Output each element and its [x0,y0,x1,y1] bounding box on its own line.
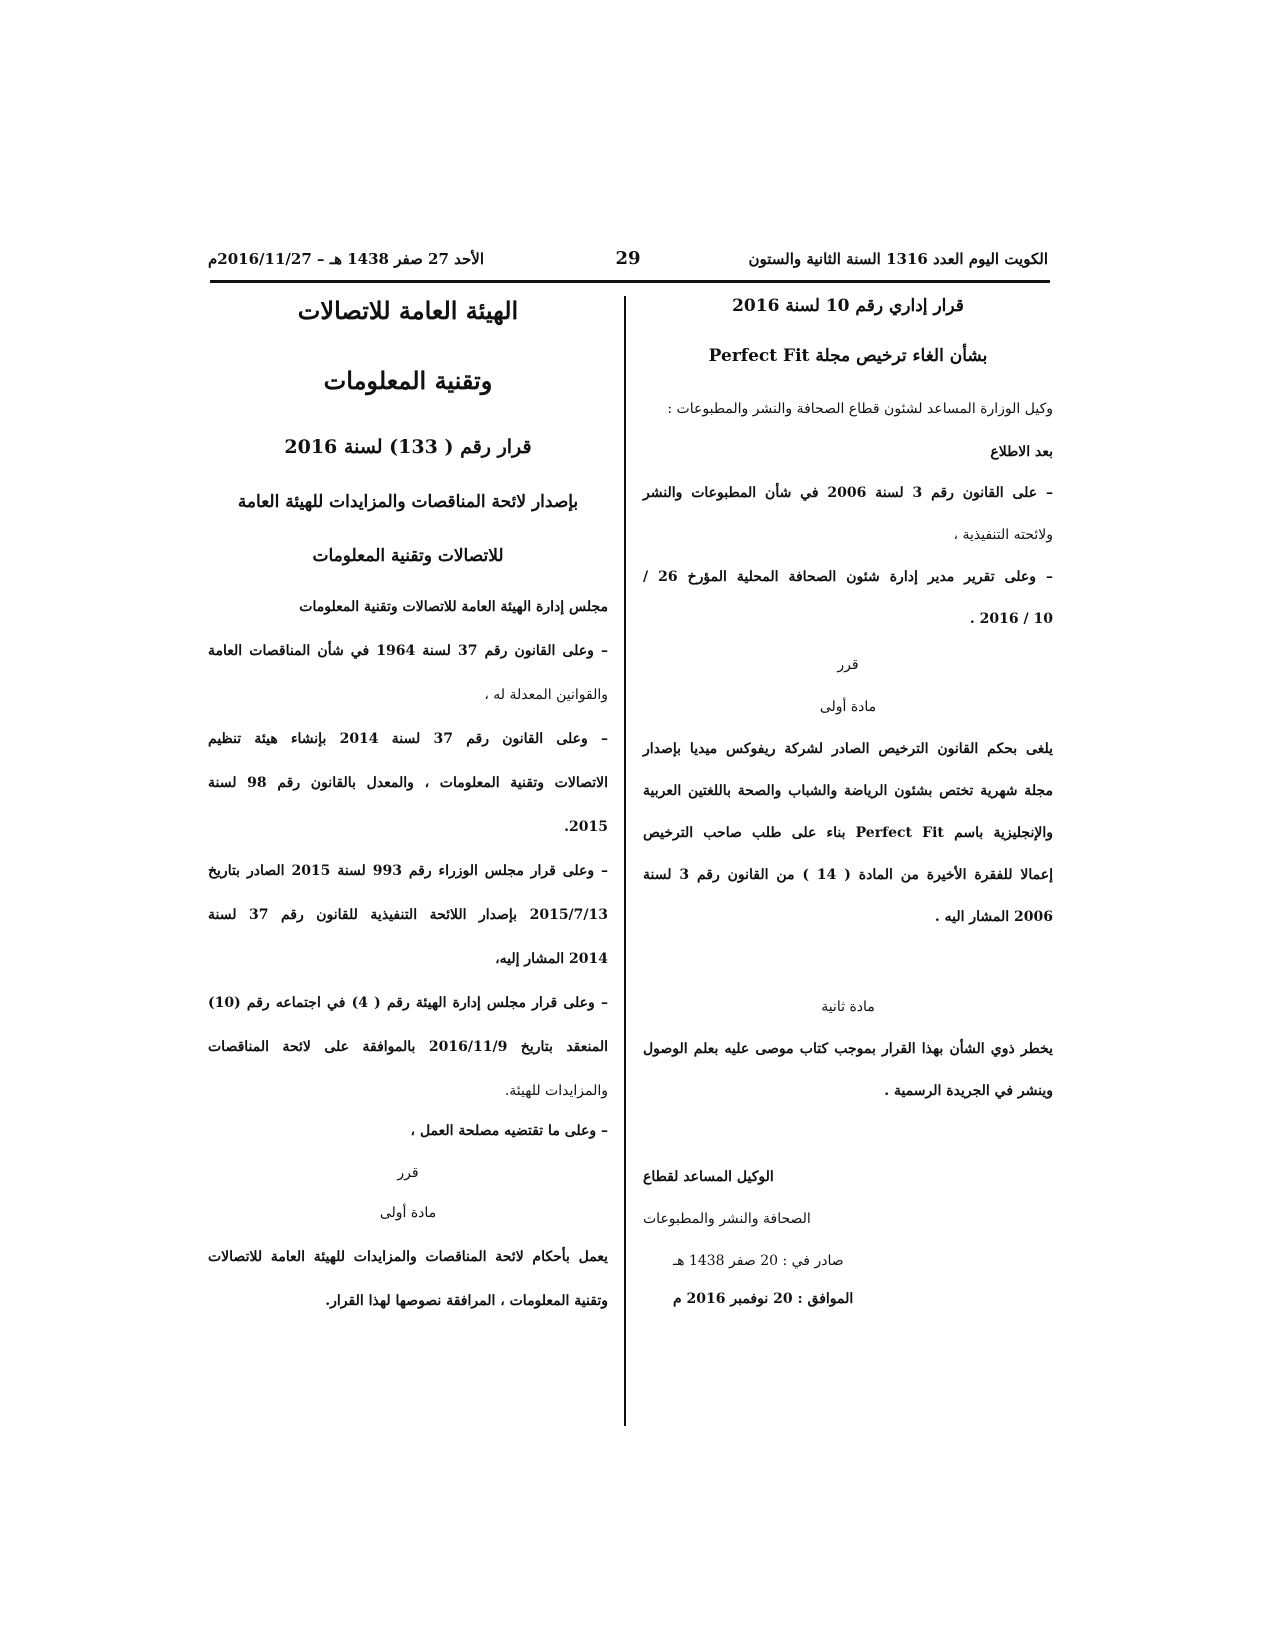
clause-1-line-2: ولائحته التنفيذية ، [953,527,1053,543]
clause-3-line-2: 2015/7/13 بإصدار اللائحة التنفيذية للقانون رقم 37 لسنة [208,907,609,923]
subject-line-2: للاتصالات وتقنية المعلومات [312,546,504,566]
decision-title: قرار إداري رقم 10 لسنة 2016 [732,296,964,316]
article-1-line-2: وتقنية المعلومات ، المرافقة نصوصها لهذا القرار. [325,1293,608,1309]
clause-4-line-2: المنعقد بتاريخ 2016/11/9 بالموافقة على لائحة المناقصات [208,1039,608,1055]
decision-subtitle: بشأن الغاء ترخيص مجلة Perfect Fit [708,346,988,366]
article-1-line-1: يعمل بأحكام لائحة المناقصات والمزايدات للهيئة العامة للاتصالات [208,1249,608,1265]
article-1-heading: مادة أولى [819,699,877,715]
article-1-line-4: إعمالا للفقرة الأخيرة من المادة ( 14 ) من القانون رقم 3 لسنة [643,867,1053,883]
publication-info: الكويت اليوم العدد 1316 السنة الثانية والستون [748,250,1048,268]
issued-hijri [643,1250,1053,1272]
page-number: 29 [615,248,641,269]
authority-name-line-1: الهيئة العامة للاتصالات [297,296,519,325]
signature-title [643,1166,1053,1188]
clause-1-line-1: – على القانون رقم 3 لسنة 2006 في شأن المطبوعات والنشر [643,485,1054,501]
after-review: بعد الاطلاع [990,444,1053,460]
clause-2-line-3: 2015. [564,819,608,835]
article-1-line-2: مجلة شهرية تختص بشئون الرياضة والشباب والصحة باللغتين العربية [643,783,1053,799]
article-2-line-1: يخطر ذوي الشأن بهذا القرار بموجب كتاب موصى عليه بعلم الوصول [643,1041,1053,1057]
issued-hijri-text: صادر في : 20 صفر 1438 هـ [673,1253,844,1269]
article-2-heading: مادة ثانية [821,999,875,1015]
signature-sector [643,1208,1053,1230]
clause-2-line-1: – وعلى القانون رقم 37 لسنة 2014 بإنشاء هيئة تنظيم [208,731,608,747]
clause-2-line-2: الاتصالات وتقنية المعلومات ، والمعدل بالقانون رقم 98 لسنة [208,775,609,791]
decided-label: قرر [837,657,859,673]
page-header [208,248,1048,278]
article-2-line-2: وينشر في الجريدة الرسمية . [884,1083,1053,1099]
issued-gregorian [643,1288,1053,1310]
clause-5: – وعلى ما تقتضيه مصلحة العمل ، [410,1123,608,1139]
decided-label: قرر [397,1165,419,1181]
issue-date: الأحد 27 صفر 1438 هـ – 2016/11/27م [208,250,484,268]
clause-2-line-2: 10 / 2016 . [969,611,1053,627]
decision-number: قرار رقم ( 133) لسنة 2016 [284,436,532,458]
clause-1-line-1: – وعلى القانون رقم 37 لسنة 1964 في شأن المناقصات العامة [208,643,608,659]
article-1-line-3: والإنجليزية باسم Perfect Fit بناء على طلب صاحب الترخيص [643,825,1053,841]
issued-gregorian-text: الموافق : 20 نوفمبر 2016 م [673,1291,854,1307]
signature-sector-text: الصحافة والنشر والمطبوعات [643,1211,811,1227]
subject-line-1: بإصدار لائحة المناقصات والمزايدات للهيئة العامة [237,492,579,512]
clause-1-line-2: والقوانين المعدلة له ، [484,687,608,703]
header-rule [210,280,1050,283]
article-1-line-1: يلغى بحكم القانون الترخيص الصادر لشركة ريفوكس ميديا بإصدار [643,741,1053,757]
clause-4-line-3: والمزايدات للهيئة. [504,1083,608,1099]
column-divider [624,296,626,1426]
article-1-line-5: 2006 المشار اليه . [934,909,1053,925]
clause-4-line-1: – وعلى قرار مجلس إدارة الهيئة رقم ( 4) في اجتماعه رقم (10) [208,995,608,1011]
signature-title-text: الوكيل المساعد لقطاع [643,1169,774,1185]
clause-3-line-3: 2014 المشار إليه، [495,951,608,967]
clause-3-line-1: – وعلى قرار مجلس الوزراء رقم 993 لسنة 2015 الصادر بتاريخ [208,863,609,879]
article-1-heading: مادة أولى [379,1205,437,1221]
authority-name-line-2: وتقنية المعلومات [323,366,493,395]
board-line: مجلس إدارة الهيئة العامة للاتصالات وتقنية المعلومات [299,599,608,615]
clause-2-line-1: – وعلى تقرير مدير إدارة شئون الصحافة المحلية المؤرخ 26 / [643,569,1053,585]
authority-line: وكيل الوزارة المساعد لشئون قطاع الصحافة والنشر والمطبوعات : [667,401,1053,417]
